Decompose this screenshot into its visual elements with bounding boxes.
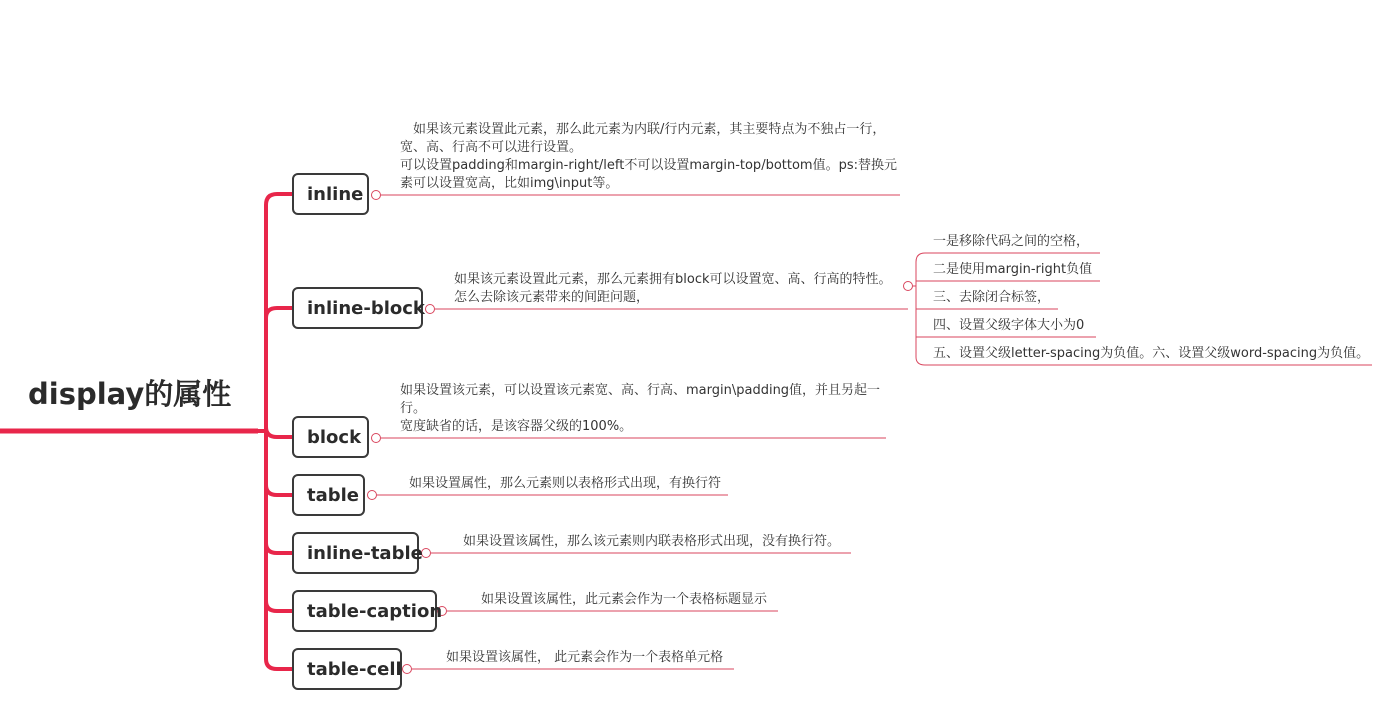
node-inline-block[interactable] <box>292 287 423 329</box>
node-label: table-cell <box>307 658 402 680</box>
desc-table <box>409 475 721 493</box>
branch-connector-inline-table <box>266 543 292 553</box>
desc-inline <box>400 121 897 193</box>
node-inline[interactable] <box>292 173 369 215</box>
collapse-icon-table-cell <box>403 665 412 674</box>
desc-line: 可以设置padding和margin-right/left不可以设置margin-top/bottom值。ps:替换元 <box>400 158 897 173</box>
node-label: inline-table <box>307 542 423 564</box>
desc-line: 如果设置该元素，可以设置该元素宽、高、行高、margin\padding值，并且另起一 <box>400 383 881 398</box>
desc-line: 如果该元素设置此元素，那么元素拥有block可以设置宽、高、行高的特性。 <box>454 272 892 287</box>
desc-line: 怎么去除该元素带来的间距问题， <box>454 290 650 305</box>
desc-inline-table <box>463 533 840 551</box>
desc-inline-block <box>454 271 892 307</box>
collapse-icon-table <box>368 491 377 500</box>
desc-line: 素可以设置宽高，比如img\input等。 <box>400 176 619 191</box>
trunk-vertical <box>266 194 292 669</box>
desc-line: 宽度缺省的话，是该容器父级的100%。 <box>400 419 633 434</box>
branch-connector-inline-block <box>266 308 292 318</box>
collapse-icon-inline-block <box>426 305 435 314</box>
node-label: inline <box>307 183 364 205</box>
sub-item: 五、设置父级letter-spacing为负值。六、设置父级word-spacing为负值。 <box>933 346 1370 361</box>
node-label: block <box>307 426 362 448</box>
branch-connector-block <box>266 427 292 437</box>
sub-item: 三、去除闭合标签， <box>933 290 1051 305</box>
sub-item: 四、设置父级字体大小为0 <box>933 318 1085 333</box>
desc-line: 如果设置属性，那么元素则以表格形式出现，有换行符 <box>409 476 722 491</box>
desc-table-caption <box>481 591 767 609</box>
desc-block <box>400 382 880 436</box>
desc-line: 如果设置该属性，那么该元素则内联表格形式出现，没有换行符。 <box>463 534 841 549</box>
node-table-caption[interactable] <box>292 590 443 632</box>
desc-line: 如果设置该属性， 此元素会作为一个表格单元格 <box>446 650 724 665</box>
branch-connector-table <box>266 485 292 495</box>
node-table[interactable] <box>292 474 365 516</box>
sub-item: 二是使用margin-right负值 <box>933 262 1093 277</box>
node-table-cell[interactable] <box>292 648 402 690</box>
node-label: table-caption <box>307 600 443 622</box>
root-title: display的属性 <box>28 377 232 411</box>
collapse-icon-inline-table <box>422 549 431 558</box>
node-label: inline-block <box>307 297 425 319</box>
desc-line: 如果设置该属性，此元素会作为一个表格标题显示 <box>481 592 768 607</box>
collapse-icon-inline-block-desc <box>904 282 913 291</box>
desc-table-cell <box>446 649 723 667</box>
node-label: table <box>307 484 360 506</box>
branch-connector-table-caption <box>266 601 292 611</box>
desc-line: 宽、高、行高不可以进行设置。 <box>400 140 583 155</box>
collapse-icon-block <box>372 434 381 443</box>
node-block[interactable] <box>292 416 369 458</box>
node-inline-table[interactable] <box>292 532 423 574</box>
collapse-icon-inline <box>372 191 381 200</box>
sub-item: 一是移除代码之间的空格， <box>933 234 1090 249</box>
desc-line: 如果该元素设置此元素，那么此元素为内联/行内元素，其主要特点为不独占一行， <box>400 122 886 137</box>
desc-line: 行。 <box>400 401 427 416</box>
